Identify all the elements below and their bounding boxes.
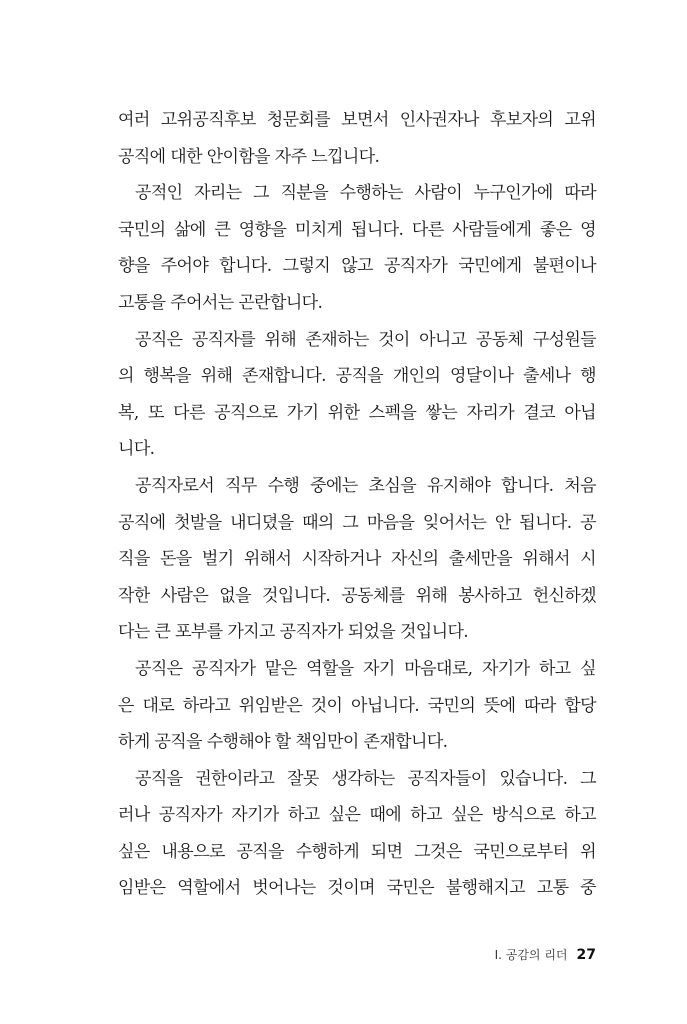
text-line: 향을 주어야 합니다. 그렇지 않고 공직자가 국민에게 불편이나 [118,256,596,277]
text-line: 여러 고위공직후보 청문회를 보면서 인사권자나 후보자의 고위 [118,110,596,130]
paragraph-3 [118,322,596,468]
text-line: 하게 공직을 수행해야 할 책임만이 존재합니다. [118,732,448,753]
text-line: 공적인 자리는 그 직분을 수행하는 사람이 누구인가에 따라 [135,183,596,204]
text-line: 고통을 주어서는 곤란합니다. [118,292,323,313]
text-line: 국민의 삶에 큰 영향을 미치게 됩니다. 다른 사람들에게 좋은 영 [118,219,596,240]
text-line: 임받은 역할에서 벗어나는 것이며 국민은 불행해지고 고통 중 [118,878,596,899]
text-line: 다는 큰 포부를 가지고 공직자가 되었을 것입니다. [118,622,469,643]
paragraph-5 [118,651,596,761]
text-line: 공직을 권한이라고 잘못 생각하는 공직자들이 있습니다. 그 [135,768,596,789]
text-line: 공직에 첫발을 내디뎠을 때의 그 마음을 잊어서는 안 됩니다. 공 [118,512,596,533]
text-line: 공직에 대한 안이함을 자주 느낍니다. [118,146,380,167]
paragraph-2 [118,175,596,321]
text-line: 복, 또 다른 공직으로 가기 위한 스펙을 쌓는 자리가 결코 아닙 [118,402,596,423]
text-line: 작한 사람은 없을 것입니다. 공동체를 위해 봉사하고 헌신하겠 [118,585,596,606]
page-body [118,102,596,907]
paragraph-4 [118,468,596,651]
text-line: 싶은 내용으로 공직을 수행하게 되면 그것은 국민으로부터 위 [118,841,596,862]
paragraph-1 [118,102,596,175]
paragraph-6 [118,761,596,907]
text-line: 공직자로서 직무 수행 중에는 초심을 유지해야 합니다. 처음 [135,475,596,496]
text-line: 직을 돈을 벌기 위해서 시작하거나 자신의 출세만을 위해서 시 [118,549,596,570]
text-line: 의 행복을 위해 존재합니다. 공직을 개인의 영달이나 출세나 행 [118,366,596,387]
text-line: 은 대로 하라고 위임받은 것이 아닙니다. 국민의 뜻에 따라 합당 [118,695,596,716]
text-line: 공직은 공직자를 위해 존재하는 것이 아니고 공동체 구성원들 [135,329,596,350]
running-section-title: Ⅰ. 공감의 리더 [494,948,568,962]
text-line: 러나 공직자가 자기가 하고 싶은 때에 하고 싶은 방식으로 하고 [118,805,596,826]
page-number: 27 [576,947,596,963]
page-footer [495,946,596,963]
text-line: 공직은 공직자가 맡은 역할을 자기 마음대로, 자기가 하고 싶 [135,658,596,679]
text-line: 니다. [118,439,155,460]
